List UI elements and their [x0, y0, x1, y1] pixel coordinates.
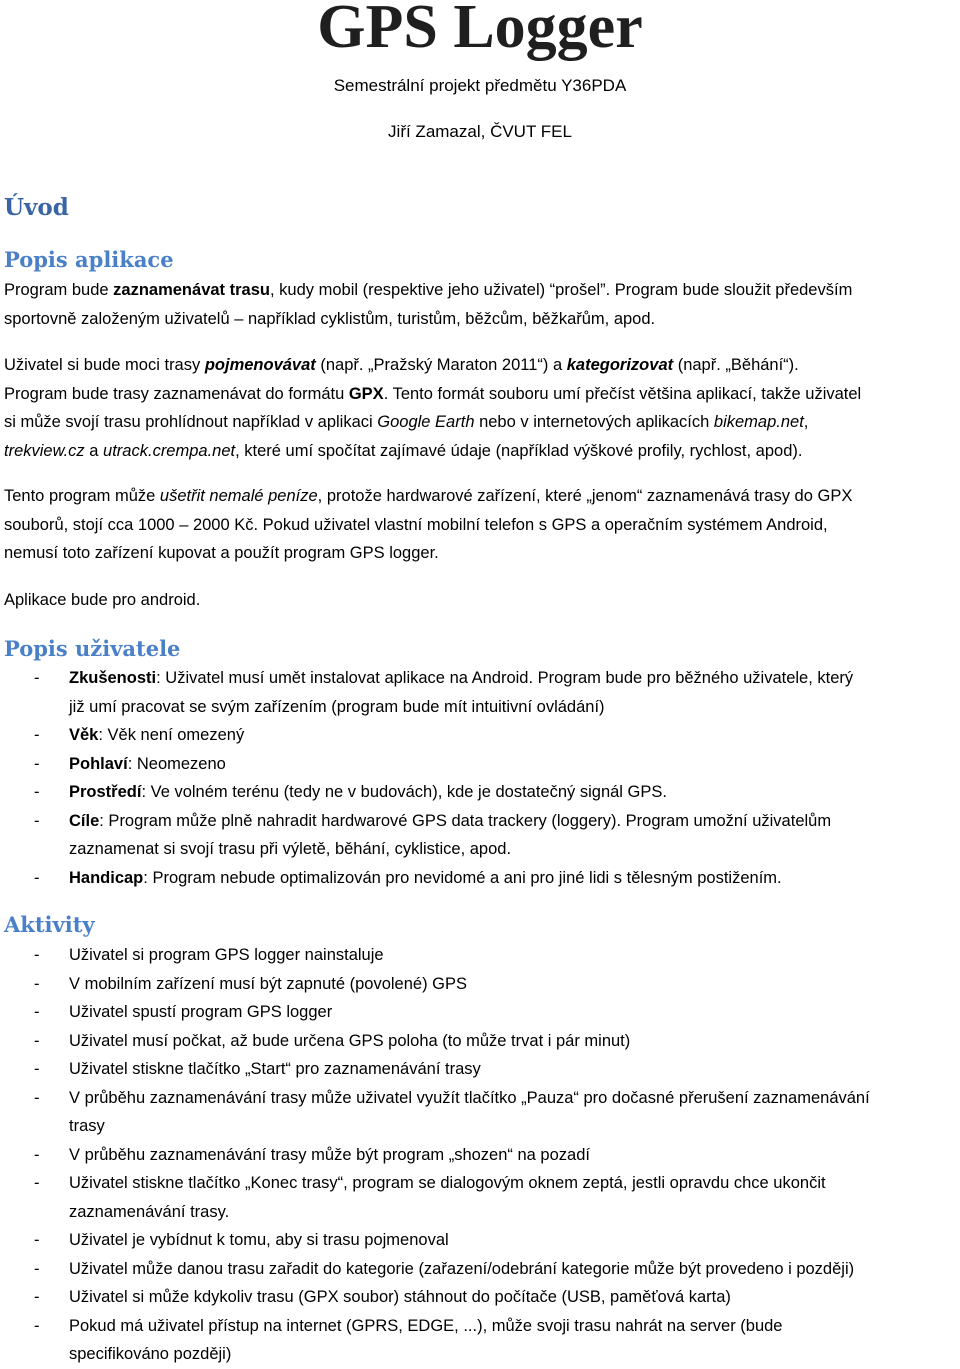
- list-item-text: V průběhu zaznamenávání trasy může být program „shozen“ na pozadí: [69, 1145, 590, 1164]
- list-item-label: Cíle: [69, 811, 100, 830]
- paragraph-cost-savings: [4, 482, 958, 568]
- list-item-line: [69, 778, 958, 807]
- activity-list-item: [4, 1027, 958, 1056]
- list-item-line: [69, 1112, 958, 1141]
- document-author: Jiří Zamazal, ČVUT FEL: [388, 122, 572, 141]
- list-item-text: Uživatel si může kdykoliv trasu (GPX soubor) stáhnout do počítače (USB, paměťová karta): [69, 1288, 731, 1306]
- list-dash: -: [34, 1031, 40, 1050]
- list-dash: -: [34, 1060, 40, 1078]
- activity-list-item: [4, 1226, 958, 1255]
- text-bold-italic: pojmenovávat: [204, 356, 316, 374]
- heading-app-description: Popis aplikace: [4, 247, 174, 272]
- text: ,: [803, 413, 809, 431]
- list-item-text: Uživatel spustí program GPS logger: [69, 1003, 333, 1021]
- list-item-line: [69, 664, 958, 693]
- user-list-item: [4, 664, 958, 721]
- heading-activities: Aktivity: [4, 912, 95, 937]
- activity-list-item: [4, 1055, 958, 1084]
- list-item-line: [69, 721, 958, 750]
- text: Aplikace bude pro android.: [4, 591, 201, 609]
- text: , kudy mobil (respektive jeho uživatel) “prošel”. Program bude sloužit především: [269, 281, 853, 299]
- activity-list-item: [4, 1169, 958, 1226]
- text: , protože hardwarové zařízení, které „jenom“ zaznamenává trasy do GPX: [317, 487, 853, 505]
- list-item-text: již umí pracovat se svým zařízením (program bude mít intuitivní ovládání): [69, 697, 605, 716]
- text: , které umí spočítat zajímavé údaje (například výškové profily, rychlost, apod).: [235, 441, 803, 460]
- text-bold: zaznamenávat trasu: [113, 281, 270, 299]
- list-item-line: [69, 1255, 958, 1284]
- list-item-text: zaznamenat si svojí trasu při výletě, běhání, cyklistice, apod.: [69, 840, 512, 858]
- activity-list-item: [4, 1141, 958, 1170]
- text-italic: utrack.crempa.net: [103, 441, 236, 460]
- document-title: GPS Logger: [317, 0, 643, 61]
- list-item-label: Prostředí: [69, 783, 142, 801]
- list-dash: -: [34, 1259, 40, 1278]
- user-list-item: [4, 750, 958, 779]
- list-item-label: Věk: [69, 726, 99, 744]
- text: (např. „Pražský Maraton 2011“) a: [315, 356, 567, 374]
- text: si může svojí trasu prohlídnout například v aplikaci: [4, 413, 378, 431]
- list-item-text: : Uživatel musí umět instalovat aplikace na Android. Program bude pro běžného uživatele, který: [156, 669, 854, 687]
- list-item-text: : Program může plně nahradit hardwarové GPS data trackery (loggery). Program umožní uživatelům: [99, 811, 832, 830]
- user-list-item: [4, 778, 958, 807]
- user-list-item: [4, 864, 958, 893]
- paragraph-app-features: [4, 351, 958, 465]
- list-item-line: [69, 807, 958, 836]
- text: . Tento formát souboru umí přečíst většina aplikací, takže uživatel: [383, 384, 862, 403]
- text: nemusí toto zařízení kupovat a použít program GPS logger.: [4, 544, 439, 562]
- list-dash: -: [34, 811, 40, 830]
- user-description-list: [4, 664, 958, 892]
- list-dash: -: [34, 1316, 40, 1335]
- activity-list-item: [4, 970, 958, 999]
- list-item-text: V mobilním zařízení musí být zapnuté (povolené) GPS: [69, 974, 468, 993]
- list-dash: -: [34, 754, 40, 773]
- text-italic: Google Earth: [377, 413, 475, 431]
- list-item-text: : Ve volném terénu (tedy ne v budovách), kde je dostatečný signál GPS.: [141, 783, 667, 801]
- list-item-line: [69, 1169, 958, 1198]
- text-bold: GPX: [348, 384, 384, 403]
- list-item-text: Uživatel musí počkat, až bude určena GPS poloha (to může trvat i pár minut): [69, 1031, 631, 1050]
- list-item-text: Uživatel je vybídnut k tomu, aby si trasu pojmenoval: [69, 1231, 449, 1249]
- heading-user-description: Popis uživatele: [4, 636, 181, 661]
- activity-list-item: [4, 1283, 958, 1312]
- list-item-line: [69, 1055, 958, 1084]
- list-item-text: zaznamenávání trasy.: [69, 1202, 230, 1221]
- list-dash: -: [34, 1088, 40, 1107]
- list-item-text: Uživatel si program GPS logger nainstaluje: [69, 946, 384, 964]
- list-dash: -: [34, 946, 40, 964]
- paragraph-app-purpose: [4, 276, 958, 333]
- list-item-line: [69, 864, 958, 893]
- list-item-label: Handicap: [69, 868, 144, 887]
- text: Tento program může: [4, 487, 160, 505]
- list-item-text: specifikováno později): [69, 1345, 232, 1363]
- text: Program bude: [4, 281, 114, 299]
- list-item-line: [69, 941, 958, 970]
- document-subtitle: Semestrální projekt předmětu Y36PDA: [333, 76, 627, 95]
- list-dash: -: [34, 669, 40, 687]
- text-italic: bikemap.net: [713, 413, 804, 431]
- activity-list-item: [4, 1255, 958, 1284]
- activities-list: [4, 941, 958, 1369]
- list-item-line: [69, 835, 958, 864]
- list-item-line: [69, 1312, 958, 1341]
- activity-list-item: [4, 998, 958, 1027]
- list-item-text: V průběhu zaznamenávání trasy může uživatel využít tlačítko „Pauza“ pro dočasné přerušení zaznamenávání: [69, 1088, 870, 1107]
- list-item-line: [69, 1141, 958, 1170]
- list-item-text: trasy: [69, 1117, 105, 1135]
- list-item-text: Uživatel může danou trasu zařadit do kategorie (zařazení/odebrání kategorie může být provedeno i později): [69, 1259, 855, 1278]
- list-item-label: Pohlaví: [69, 754, 128, 773]
- activity-list-item: [4, 1312, 958, 1369]
- list-item-text: Uživatel stiskne tlačítko „Konec trasy“, program se dialogovým oknem zeptá, jestli opravdu chce ukončit: [69, 1174, 826, 1192]
- list-dash: -: [34, 1288, 40, 1306]
- paragraph-platform: [4, 586, 958, 615]
- list-item-line: [69, 1226, 958, 1255]
- list-item-line: [69, 1198, 958, 1227]
- list-item-text: : Věk není omezený: [98, 726, 245, 744]
- list-item-label: Zkušenosti: [69, 669, 157, 687]
- list-dash: -: [34, 1174, 40, 1192]
- list-item-line: [69, 693, 958, 722]
- list-item-line: [69, 1027, 958, 1056]
- list-item-line: [69, 1283, 958, 1312]
- text: a: [84, 441, 104, 460]
- list-dash: -: [34, 974, 40, 993]
- list-item-line: [69, 1340, 958, 1369]
- text: sportovně založeným uživatelů – například cyklistům, turistům, běžcům, běžkařům, apod.: [4, 309, 656, 328]
- list-dash: -: [34, 1003, 40, 1021]
- list-item-line: [69, 750, 958, 779]
- text: (např. „Běhání“).: [673, 356, 799, 374]
- text: Program bude trasy zaznamenávat do formátu: [4, 384, 349, 403]
- list-item-line: [69, 970, 958, 999]
- list-dash: -: [34, 1145, 40, 1164]
- list-dash: -: [34, 868, 40, 887]
- user-list-item: [4, 721, 958, 750]
- text: souborů, stojí cca 1000 – 2000 Kč. Pokud uživatel vlastní mobilní telefon s GPS a operačním systémem Android,: [4, 515, 828, 534]
- activity-list-item: [4, 941, 958, 970]
- list-dash: -: [34, 726, 40, 744]
- list-dash: -: [34, 783, 40, 801]
- text-bold-italic: kategorizovat: [566, 356, 674, 374]
- list-item-text: Uživatel stiskne tlačítko „Start“ pro zaznamenávání trasy: [69, 1060, 481, 1078]
- text-italic: trekview.cz: [4, 441, 85, 460]
- user-list-item: [4, 807, 958, 864]
- list-item-line: [69, 1084, 958, 1113]
- text: nebo v internetových aplikacích: [474, 413, 714, 431]
- activity-list-item: [4, 1084, 958, 1141]
- list-item-text: : Program nebude optimalizován pro nevidomé a ani pro jiné lidi s tělesným postižením.: [143, 868, 782, 887]
- list-dash: -: [34, 1231, 40, 1249]
- text-italic: ušetřit nemalé peníze: [159, 487, 318, 505]
- text: Uživatel si bude moci trasy: [4, 356, 205, 374]
- list-item-text: : Neomezeno: [127, 754, 226, 773]
- list-item-line: [69, 998, 958, 1027]
- list-item-text: Pokud má uživatel přístup na internet (GPRS, EDGE, ...), může svoji trasu nahrát na server (bude: [69, 1316, 783, 1335]
- heading-intro: Úvod: [4, 194, 69, 221]
